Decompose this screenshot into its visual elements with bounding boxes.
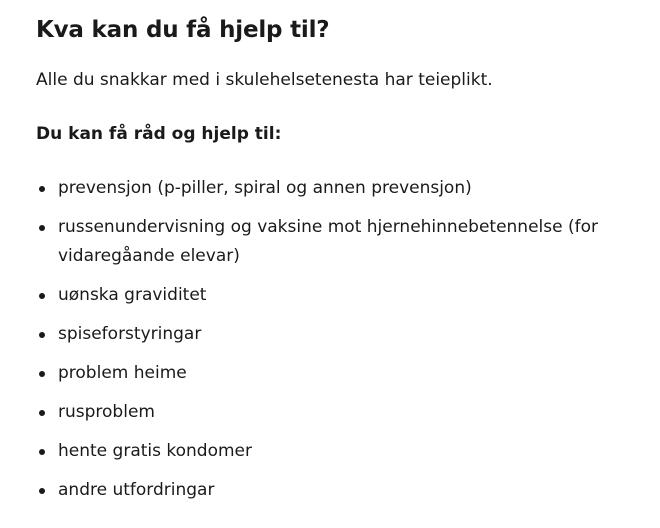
list-item: andre utfordringar [0,476,660,505]
help-list [0,174,660,515]
intro-text: Alle du snakkar med i skulehelsetenesta har teieplikt. [36,70,493,90]
help-list-heading: Du kan få råd og hjelp til: [36,124,282,144]
list-item: russenundervisning og vaksine mot hjernehinnebetennelse (for vidaregåande elevar) [0,213,660,271]
list-item: rusproblem [0,398,660,427]
list-item: problem heime [0,359,660,388]
list-item: hente gratis kondomer [0,437,660,466]
list-item: prevensjon (p-piller, spiral og annen prevensjon) [0,174,660,203]
list-item: spiseforstyringar [0,320,660,349]
section-heading: Kva kan du få hjelp til? [36,17,330,43]
list-item: uønska graviditet [0,281,660,310]
